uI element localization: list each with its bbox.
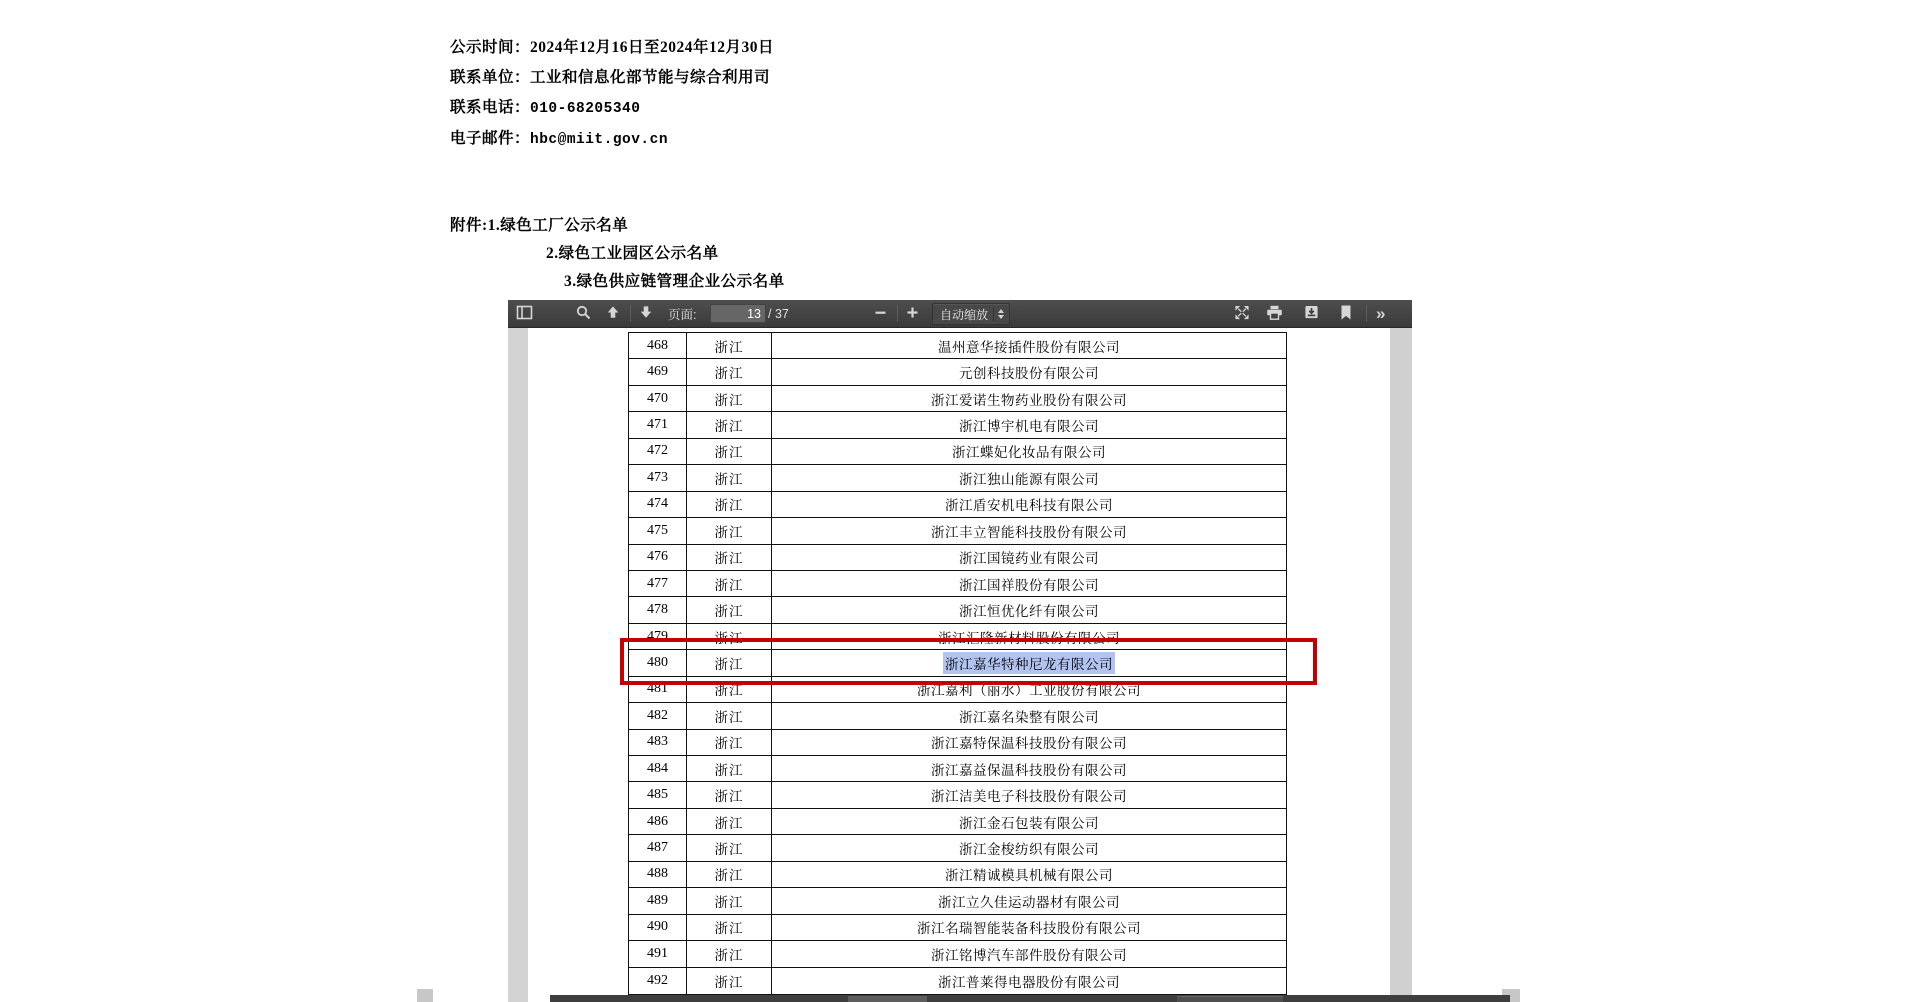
table-row: [629, 677, 1286, 703]
company-cell: [772, 809, 1286, 834]
next-page-button[interactable]: [639, 305, 653, 322]
company-cell: [772, 782, 1286, 807]
province-cell: 浙江: [687, 518, 772, 543]
presentation-mode-icon: [1234, 305, 1250, 323]
bookmark-icon: [1340, 305, 1352, 323]
company-text[interactable]: 浙江金梭纺织有限公司: [959, 842, 1099, 858]
zoom-out-icon: [874, 306, 887, 322]
table-row: [629, 492, 1286, 518]
province-cell: 浙江: [687, 756, 772, 781]
province-cell: 浙江: [687, 386, 772, 411]
table-row: [629, 439, 1286, 465]
table-row: [629, 782, 1286, 808]
row-number-cell: 482: [629, 703, 687, 728]
province-cell: 浙江: [687, 782, 772, 807]
row-number-cell: 491: [629, 941, 687, 966]
company-cell: [772, 888, 1286, 913]
company-cell: [772, 439, 1286, 464]
province-cell: 浙江: [687, 571, 772, 596]
company-cell: [772, 968, 1286, 994]
download-icon: [1304, 305, 1319, 323]
contact-unit-label: 联系单位：: [450, 69, 531, 86]
page-down-icon: [639, 305, 653, 322]
row-number-cell: 481: [629, 677, 687, 702]
row-number-cell: 480: [629, 650, 687, 675]
toolbar-separator: [1366, 305, 1367, 322]
row-number-cell: 469: [629, 359, 687, 384]
company-text[interactable]: 浙江金石包装有限公司: [959, 815, 1099, 831]
province-cell: 浙江: [687, 333, 772, 358]
row-number-cell: 468: [629, 333, 687, 358]
table-row: [629, 809, 1286, 835]
search-icon: [576, 305, 591, 323]
company-text[interactable]: 浙江洁美电子科技股份有限公司: [931, 789, 1127, 805]
attachment-2-green-industrial-park-list: 2.绿色工业园区公示名单: [546, 245, 719, 262]
company-text[interactable]: 浙江嘉特保温科技股份有限公司: [931, 736, 1127, 752]
print-button[interactable]: [1266, 305, 1283, 323]
province-cell: 浙江: [687, 650, 772, 675]
toolbar-separator: [897, 305, 898, 322]
page-label: 页面:: [668, 307, 697, 322]
table-row: [629, 518, 1286, 544]
zoom-in-button[interactable]: [906, 306, 919, 322]
province-cell: 浙江: [687, 968, 772, 994]
row-number-cell: 490: [629, 915, 687, 940]
province-cell: 浙江: [687, 439, 772, 464]
company-cell: [772, 756, 1286, 781]
table-row: [629, 545, 1286, 571]
contact-email-label: 电子邮件：: [450, 130, 531, 147]
contact-email-value: hbc@miit.gov.cn: [530, 132, 669, 148]
table-row: [629, 624, 1286, 650]
company-cell: [772, 730, 1286, 755]
zoom-scale-select[interactable]: [932, 303, 1010, 325]
company-cell: [772, 624, 1286, 649]
province-cell: 浙江: [687, 941, 772, 966]
second-pdf-page-input-sliver: [848, 996, 927, 1002]
attachment-3-green-supply-chain-list: 3.绿色供应链管理企业公示名单: [564, 273, 785, 290]
table-row: [629, 597, 1286, 623]
print-icon: [1266, 305, 1283, 323]
page-up-icon: [606, 305, 620, 322]
row-number-cell: 489: [629, 888, 687, 913]
table-row: [629, 333, 1286, 359]
row-number-cell: 478: [629, 597, 687, 622]
province-cell: 浙江: [687, 677, 772, 702]
company-text[interactable]: 浙江爱诺生物药业股份有限公司: [931, 392, 1127, 408]
company-text[interactable]: 浙江蝶妃化妆品有限公司: [952, 445, 1106, 461]
company-text[interactable]: 温州意华接插件股份有限公司: [938, 339, 1120, 355]
row-number-cell: 475: [629, 518, 687, 543]
company-text[interactable]: 浙江独山能源有限公司: [959, 471, 1099, 487]
table-row: [629, 359, 1286, 385]
toolbar-separator: [630, 305, 631, 322]
zoom-select-divider: [993, 307, 994, 321]
pdf-viewer[interactable]: [508, 300, 1412, 1002]
row-number-cell: 486: [629, 809, 687, 834]
table-row: [629, 465, 1286, 491]
company-text[interactable]: 浙江博宇机电有限公司: [959, 419, 1099, 435]
company-text[interactable]: 浙江恒优化纤有限公司: [959, 604, 1099, 620]
zoom-scale-value: 自动缩放: [940, 307, 989, 322]
company-cell: [772, 412, 1286, 437]
row-number-cell: 492: [629, 968, 687, 994]
row-number-cell: 477: [629, 571, 687, 596]
row-number-cell: 485: [629, 782, 687, 807]
province-cell: 浙江: [687, 835, 772, 860]
company-text[interactable]: 浙江立久佳运动器材有限公司: [938, 894, 1120, 910]
table-row: [629, 703, 1286, 729]
row-number-cell: 471: [629, 412, 687, 437]
company-cell: [772, 518, 1286, 543]
table-row: [629, 386, 1286, 412]
company-cell: [772, 359, 1286, 384]
province-cell: 浙江: [687, 492, 772, 517]
table-row: [629, 730, 1286, 756]
company-cell: [772, 386, 1286, 411]
table-row: [629, 571, 1286, 597]
province-cell: 浙江: [687, 624, 772, 649]
province-cell: 浙江: [687, 465, 772, 490]
company-cell: [772, 862, 1286, 887]
publicity-time-line: [450, 33, 774, 63]
attachment-1-green-factory-list: 附件:1.绿色工厂公示名单: [450, 217, 629, 234]
company-text[interactable]: 浙江普莱得电器股份有限公司: [938, 974, 1120, 990]
contact-phone-value: 010-68205340: [530, 101, 641, 117]
row-number-cell: 483: [629, 730, 687, 755]
contact-phone-line: [450, 93, 774, 124]
province-cell: 浙江: [687, 915, 772, 940]
company-cell: [772, 333, 1286, 358]
company-cell: [772, 492, 1286, 517]
province-cell: 浙江: [687, 703, 772, 728]
row-number-cell: 488: [629, 862, 687, 887]
select-arrows-icon: [998, 309, 1004, 319]
table-row: [629, 862, 1286, 888]
company-text[interactable]: 浙江嘉利（丽水）工业股份有限公司: [917, 683, 1141, 699]
company-text[interactable]: 浙江精诚模具机械有限公司: [945, 868, 1113, 884]
page-number-input[interactable]: [710, 304, 766, 323]
company-text[interactable]: 浙江嘉名染整有限公司: [959, 709, 1099, 725]
table-row: [629, 650, 1286, 676]
row-number-cell: 479: [629, 624, 687, 649]
company-text[interactable]: 浙江铭博汽车部件股份有限公司: [931, 947, 1127, 963]
company-cell: [772, 650, 1286, 675]
previous-page-button[interactable]: [606, 305, 620, 322]
company-text[interactable]: 浙江国祥股份有限公司: [959, 577, 1099, 593]
company-cell: [772, 465, 1286, 490]
second-pdf-toolbar-sliver: [550, 995, 1510, 1002]
pdf-page: [528, 328, 1390, 1002]
row-number-cell: 473: [629, 465, 687, 490]
sidebar-toggle-button[interactable]: [516, 305, 533, 323]
table-row: [629, 756, 1286, 782]
company-cell: [772, 545, 1286, 570]
more-tools-button[interactable]: [1376, 300, 1385, 327]
company-text[interactable]: 浙江名瑞智能装备科技股份有限公司: [917, 921, 1141, 937]
table-row: [629, 888, 1286, 914]
second-pdf-zoom-select-sliver: [1177, 996, 1283, 1002]
company-text[interactable]: 浙江嘉益保温科技股份有限公司: [931, 762, 1127, 778]
page-total-label: / 37: [768, 306, 789, 321]
table-row: [629, 835, 1286, 861]
table-row: [629, 412, 1286, 438]
row-number-cell: 476: [629, 545, 687, 570]
province-cell: 浙江: [687, 888, 772, 913]
pdf-scrollbar-track[interactable]: [1390, 328, 1412, 1002]
row-number-cell: 487: [629, 835, 687, 860]
pdf-toolbar: [508, 300, 1412, 328]
contact-email-line: [450, 124, 774, 155]
row-number-cell: 474: [629, 492, 687, 517]
company-text[interactable]: 浙江嘉华特种尼龙有限公司: [943, 652, 1115, 674]
province-cell: 浙江: [687, 597, 772, 622]
contact-phone-label: 联系电话：: [450, 99, 531, 116]
contact-unit-line: [450, 63, 774, 93]
company-text[interactable]: 浙江汇隆新材料股份有限公司: [938, 630, 1120, 646]
province-cell: 浙江: [687, 359, 772, 384]
download-button[interactable]: [1304, 305, 1319, 323]
company-cell: [772, 677, 1286, 702]
province-cell: 浙江: [687, 412, 772, 437]
find-button[interactable]: [576, 305, 591, 323]
row-number-cell: 484: [629, 756, 687, 781]
company-text[interactable]: 浙江盾安机电科技有限公司: [945, 498, 1113, 514]
presentation-mode-button[interactable]: [1234, 305, 1250, 323]
province-cell: 浙江: [687, 809, 772, 834]
sidebar-toggle-icon: [516, 305, 533, 323]
company-cell: [772, 835, 1286, 860]
company-cell: [772, 941, 1286, 966]
company-cell: [772, 915, 1286, 940]
company-cell: [772, 597, 1286, 622]
table-row: [629, 915, 1286, 941]
second-pdf-viewer-left-edge: [417, 989, 433, 1002]
province-cell: 浙江: [687, 730, 772, 755]
zoom-out-button[interactable]: [874, 306, 887, 322]
bookmark-current-view-button[interactable]: [1340, 305, 1352, 323]
company-text[interactable]: 元创科技股份有限公司: [959, 366, 1099, 382]
more-tools-icon: »: [1376, 304, 1386, 323]
table-row: [629, 968, 1286, 994]
pdf-table-body: [629, 333, 1286, 994]
zoom-in-icon: [906, 306, 919, 322]
contact-unit-value: 工业和信息化部节能与综合利用司: [530, 69, 771, 86]
row-number-cell: 472: [629, 439, 687, 464]
province-cell: 浙江: [687, 862, 772, 887]
row-number-cell: 470: [629, 386, 687, 411]
company-cell: [772, 571, 1286, 596]
company-text[interactable]: 浙江国镜药业有限公司: [959, 551, 1099, 567]
company-table: [628, 332, 1287, 995]
province-cell: 浙江: [687, 545, 772, 570]
company-text[interactable]: 浙江丰立智能科技股份有限公司: [931, 524, 1127, 540]
publicity-time-label: 公示时间：: [450, 39, 531, 56]
company-cell: [772, 703, 1286, 728]
publicity-time-value: 2024年12月16日至2024年12月30日: [530, 39, 775, 56]
document-info-block: [450, 33, 774, 155]
table-row: [629, 941, 1286, 967]
